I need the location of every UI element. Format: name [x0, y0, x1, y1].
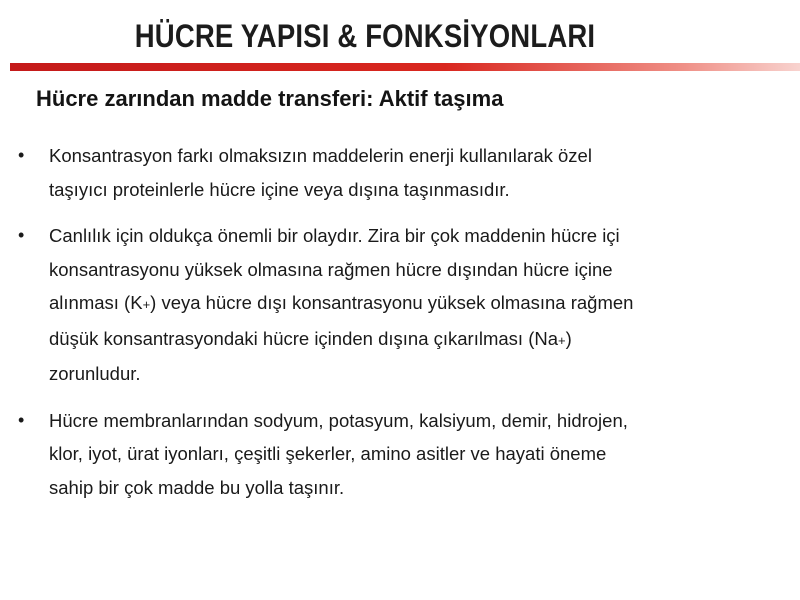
bullet-line — [49, 286, 800, 322]
bullet-marker: • — [18, 145, 25, 165]
bullet-line: zorunludur. — [49, 363, 141, 384]
bullet-marker: • — [18, 409, 25, 430]
bullet-text-segment: alınması (K — [49, 292, 143, 313]
superscript-plus: + — [142, 297, 151, 312]
bullet-line — [49, 322, 800, 358]
bullet-list — [0, 139, 800, 517]
bullet-line: klor, iyot, ürat iyonları, çeşitli şekerler, amino asitler ve hayati öneme — [49, 443, 607, 464]
bullet-line: Hücre membranlarından sodyum, potasyum, kalsiyum, demir, hidrojen, — [49, 409, 628, 431]
bullet-line: taşıyıcı proteinlerle hücre içine veya dışına taşınmasıdır. — [49, 178, 510, 200]
bullet-marker: • — [18, 225, 25, 245]
bullet-line: konsantrasyonu yüksek olmasına rağmen hücre dışından hücre içine — [49, 258, 613, 280]
bullet-text-segment: düşük konsantrasyondaki hücre içinden dışına çıkarılması (Na — [49, 327, 559, 349]
bullet-item — [0, 219, 800, 391]
title-divider — [10, 63, 800, 71]
slide-subtitle: Hücre zarından madde transferi: Aktif taşıma — [36, 86, 504, 111]
slide-title: HÜCRE YAPISI & FONKSİYONLARI — [134, 18, 596, 54]
bullet-item — [0, 139, 800, 206]
bullet-item — [0, 404, 800, 505]
bullet-line: sahip bir çok madde bu yolla taşınır. — [49, 476, 345, 498]
bullet-line: Canlılık için oldukça önemli bir olaydır. Zira bir çok maddenin hücre içi — [49, 225, 620, 246]
bullet-text-segment: ) — [565, 327, 572, 349]
bullet-line: Konsantrasyon farkı olmaksızın maddelerin enerji kullanılarak özel — [49, 145, 592, 166]
superscript-plus: + — [558, 332, 566, 348]
bullet-text-segment: ) veya hücre dışı konsantrasyonu yüksek olmasına rağmen — [150, 292, 634, 313]
